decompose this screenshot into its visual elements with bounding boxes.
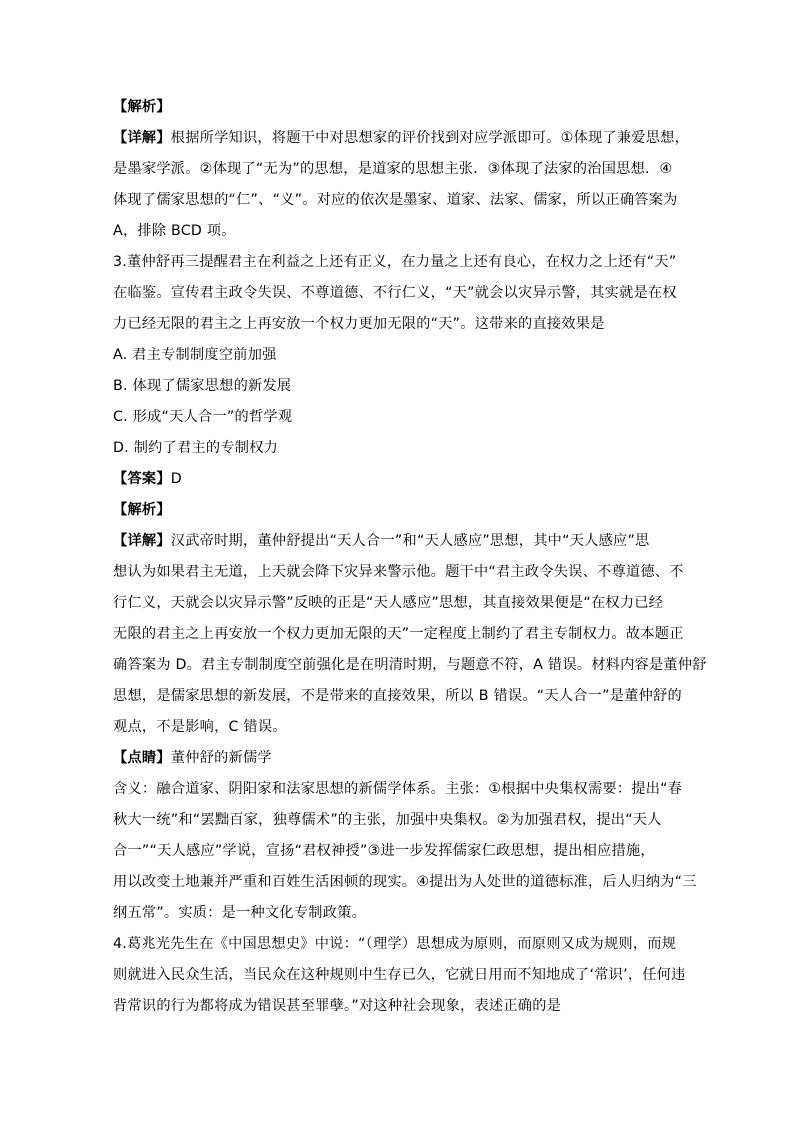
line-text: 体现了儒家思想的“仁”、“义”。对应的依次是墨家、道家、法家、儒家，所以正确答案为 [113,192,678,208]
answer-tag: 【答案】 [113,471,171,487]
answer-line [113,464,685,495]
line-text: 在临鉴。宣传君主政令失误、不尊道德、不行仁义，“天”就会以灾异示警，其实就是在权 [113,285,677,301]
paragraph-line [113,743,685,774]
line-text: 4.葛兆光先生在《中国思想史》中说：“（理学）思想成为原则，而原则又成为规则，而规 [113,936,677,952]
line-text: 秋大一统”和“罢黜百家，独尊儒术”的主张，加强中央集权。②为加强君权，提出“天人 [113,812,662,828]
block-option [113,371,685,402]
block-option [113,433,685,464]
paragraph-line [113,619,685,650]
paragraph-line [113,898,685,929]
line-text: 纲五常”。实质：是一种文化专制政策。 [113,905,367,921]
line-text: 行仁义，天就会以灾异示警”反映的正是“天人感应”思想，其直接效果便是“在权力已经 [113,595,664,611]
paragraph-line [113,278,685,309]
line-text: 则就进入民众生活，当民众在这种规则中生存已久，它就日用而不知地成了‘常识’，任何违 [113,967,686,983]
line-text: 用以改变土地兼并严重和百姓生活困顿的现实。④提出为人处世的道德标准，后人归纳为“三 [113,874,697,890]
section-tag: 【解析】 [113,502,171,518]
paragraph-line [113,309,685,340]
block-para [113,774,697,929]
paragraph-line [113,154,685,185]
line-text: A，排除 BCD 项。 [113,223,236,239]
paragraph-line [113,712,685,743]
paragraph-line [113,681,685,712]
paragraph-line [113,185,685,216]
line-text: 3.董仲舒再三提醒君主在利益之上还有正义，在力量之上还有良心，在权力之上还有“天” [113,254,677,270]
paragraph-line [113,123,690,154]
line-text: 汉武帝时期，董仲舒提出“天人合一”和“天人感应”思想，其中“天人感应”思 [170,533,650,549]
line-text: 董仲舒的新儒学 [170,750,272,766]
paragraph-line [113,216,685,247]
block-answer [113,464,685,495]
block-para [113,526,707,743]
block-para [113,123,690,247]
answer-option: C. 形成“天人合一”的哲学观 [113,409,293,425]
paragraph-line [113,588,685,619]
line-text: 含义：融合道家、阴阳家和法家思想的新儒学体系。主张：①根据中央集权需要：提出“春 [113,781,683,797]
paragraph-line [113,805,685,836]
line-text: 思想，是儒家思想的新发展，不是带来的直接效果，所以 B 错误。“天人合一”是董仲舒的 [113,688,682,704]
line-text: 是墨家学派。②体现了“无为”的思想，是道家的思想主张．③体现了法家的治国思想．④ [113,161,673,177]
block-para [113,247,685,340]
paragraph-tag: 【点睛】 [113,750,171,766]
answer-option: D. 制约了君主的专制权力 [113,440,279,456]
answer-option: A. 君主专制制度空前加强 [113,347,277,363]
block-option [113,340,685,371]
paragraph-line [113,526,685,557]
paragraph-line [113,867,697,898]
document-page [113,92,707,1022]
line-text: 合一”“天人感应”学说，宣扬“君权神授”③进一步发挥儒家仁政思想，提出相应措施， [113,843,655,859]
line-text: 背常识的行为都将成为错误甚至罪孽。”对这种社会现象，表述正确的是 [113,998,562,1014]
paragraph-line [113,836,685,867]
paragraph-line [113,991,685,1022]
block-option [113,402,685,433]
paragraph-line [113,557,685,588]
line-text: 想认为如果君主无道，上天就会降下灾异来警示他。题干中“君主政令失误、不尊道德、不 [113,564,684,580]
line-text: 无限的君主之上再安放一个权力更加无限的天”一定程度上制约了君主专制权力。故本题正 [113,626,684,642]
line-text: 根据所学知识，将题干中对思想家的评价找到对应学派即可。①体现了兼爱思想， [170,130,690,146]
block-tag [113,495,685,526]
block-para [113,743,685,774]
section-tag: 【解析】 [113,99,171,115]
line-text: 确答案为 D。君主专制制度空前强化是在明清时期，与题意不符，A 错误。材料内容是董仲舒 [113,657,707,673]
paragraph-line [113,929,685,960]
paragraph-line [113,960,685,991]
answer-value: D [170,471,182,487]
line-text: 观点，不是影响，C 错误。 [113,719,287,735]
answer-option: B. 体现了儒家思想的新发展 [113,378,292,394]
block-para [113,929,685,1022]
paragraph-tag: 【详解】 [113,130,171,146]
paragraph-tag: 【详解】 [113,533,171,549]
paragraph-line [113,774,685,805]
paragraph-line [113,650,707,681]
paragraph-line [113,247,685,278]
line-text: 力已经无限的君主之上再安放一个权力更加无限的“天”。这带来的直接效果是 [113,316,605,332]
block-tag [113,92,685,123]
